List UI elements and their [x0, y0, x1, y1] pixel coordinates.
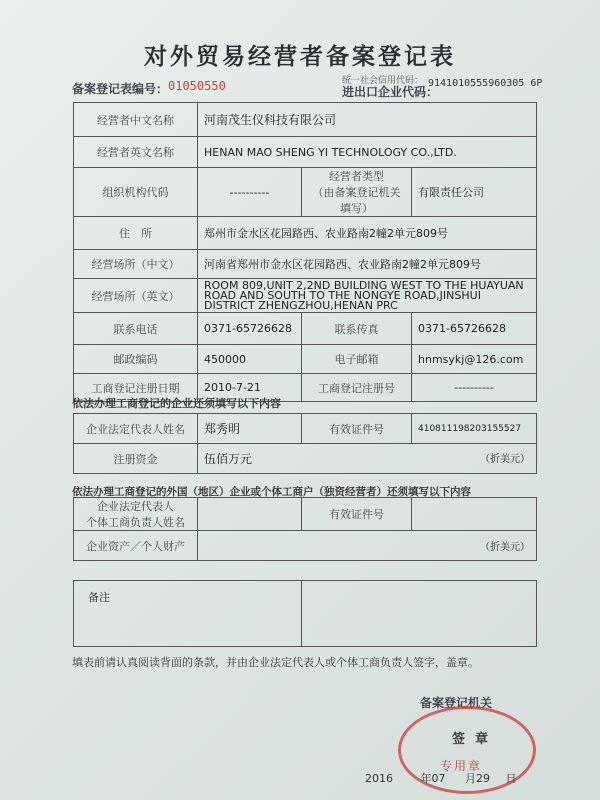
org-code-label: 组织机构代码 [74, 168, 198, 217]
credit-code-label: 统一社会信用代码： [342, 76, 424, 86]
premises-cn-label: 经营场所（中文） [74, 250, 198, 279]
capital-value: 伍佰万元 [204, 452, 253, 466]
business-reg-no-value: ---------- [412, 374, 537, 402]
email-label: 电子邮箱 [302, 345, 412, 374]
premises-en-label: 经营场所（英文） [74, 279, 198, 313]
table-row [74, 168, 537, 217]
business-reg-no-label: 工商登记注册号 [302, 374, 412, 402]
remark-table [73, 580, 537, 647]
assets-label: 企业资产／个人财产 [74, 531, 198, 561]
document-title: 对外贸易经营者备案登记表 [144, 44, 456, 70]
id-number-value: 410811198203155527 [412, 414, 537, 444]
capital-label: 注册资金 [74, 444, 198, 474]
address-label: 住 所 [74, 217, 198, 250]
date-day: 29 [476, 772, 490, 785]
id-number-label: 有效证件号 [302, 414, 412, 444]
enterprise-code-value: 9141010555960305 6P [428, 78, 543, 89]
table-row [74, 581, 537, 647]
main-info-table [73, 102, 537, 402]
en-name-value: HENAN MAO SHENG YI TECHNOLOGY CO.,LTD. [198, 137, 537, 168]
foreign-rep-label-line1: 企业法定代表人 [97, 500, 174, 513]
phone-label: 联系电话 [74, 313, 198, 345]
date-month: 07 [431, 772, 446, 785]
postal-code-label: 邮政编码 [74, 345, 198, 374]
stamp-text: 专用章 [440, 759, 483, 773]
operator-type-value: 有限责任公司 [412, 168, 537, 217]
email-value: hnmsykj@126.com [412, 345, 537, 374]
authority-label: 备案登记机关 [420, 696, 493, 710]
table-row [74, 444, 537, 474]
en-name-label: 经营者英文名称 [74, 137, 198, 168]
registration-date-value: 2010-7-21 [198, 374, 302, 402]
foreign-section-heading: 依法办理工商登记的外国（地区）企业或个体工商户（独资经营者）还须填写以下内容 [72, 486, 471, 498]
table-row [74, 531, 537, 561]
seal-label: 签章 [452, 732, 499, 747]
table-row [74, 345, 537, 374]
cn-name-label: 经营者中文名称 [74, 103, 198, 137]
phone-value: 0371-65726628 [198, 313, 302, 345]
table-row [74, 313, 537, 345]
remark-label: 备注 [74, 581, 302, 647]
table-row [74, 250, 537, 279]
foreign-usd-note: （折美元） [480, 542, 530, 553]
postal-code-value: 450000 [198, 345, 302, 374]
legal-rep-name: 郑秀明 [198, 414, 302, 444]
operator-type-label [302, 168, 412, 217]
table-row [74, 217, 537, 250]
operator-type-label-line1: 经营者类型 [329, 170, 384, 183]
enterprise-code-label: 进出口企业代码： [342, 85, 439, 99]
legal-rep-table [73, 413, 537, 474]
remark-value [302, 581, 537, 647]
cn-name-value: 河南茂生仪科技有限公司 [198, 103, 537, 137]
assets-cell [198, 531, 537, 561]
premises-en-value: ROOM 809,UNIT 2,2ND BUILDING WEST TO THE HUAYUAN ROAD AND SOUTH TO THE NONGYE ROAD,JINSHUI DISTRICT ZHENGZHOU,HENAN PRC [198, 279, 537, 313]
date-day-unit: 日 [505, 772, 517, 785]
date-year-unit: 年 [420, 772, 432, 785]
date-year: 2016 [365, 772, 393, 785]
registration-number: 01050550 [168, 79, 226, 93]
fax-label: 联系传真 [302, 313, 412, 345]
foreign-id-label: 有效证件号 [302, 498, 412, 531]
date-month-unit: 月 [465, 772, 476, 785]
foreign-rep-label [74, 498, 198, 531]
premises-cn-value: 河南省郑州市金水区花园路西、农业路南2幢2单元809号 [198, 250, 537, 279]
foreign-rep-value [198, 498, 302, 531]
foreign-id-value [412, 498, 537, 531]
foreign-rep-table [73, 497, 537, 561]
foreign-rep-label-line2: 个体工商负责人姓名 [86, 516, 185, 529]
capital-cell [198, 444, 537, 474]
org-code-value: ---------- [198, 168, 302, 217]
filing-date [365, 770, 540, 786]
table-row [74, 279, 537, 313]
legal-rep-label: 企业法定代表人姓名 [74, 414, 198, 444]
address-value: 郑州市金水区花园路西、农业路南2幢2单元809号 [198, 217, 537, 250]
table-row [74, 137, 537, 168]
registration-date-label: 工商登记注册日期 [74, 374, 198, 402]
table-row [74, 498, 537, 531]
table-row [74, 103, 537, 137]
usd-note: （折美元） [480, 454, 530, 465]
footer-note: 填表前请认真阅读背面的条款，并由企业法定代表人或个体工商负责人签字，盖章。 [72, 656, 479, 669]
legal-section-heading: 依法办理工商登记的企业还须填写以下内容 [72, 397, 281, 410]
operator-type-label-line2: （由备案登记机关填写） [312, 186, 401, 215]
fax-value: 0371-65726628 [412, 313, 537, 345]
registration-number-label: 备案登记表编号： [72, 82, 169, 96]
table-row [74, 414, 537, 444]
